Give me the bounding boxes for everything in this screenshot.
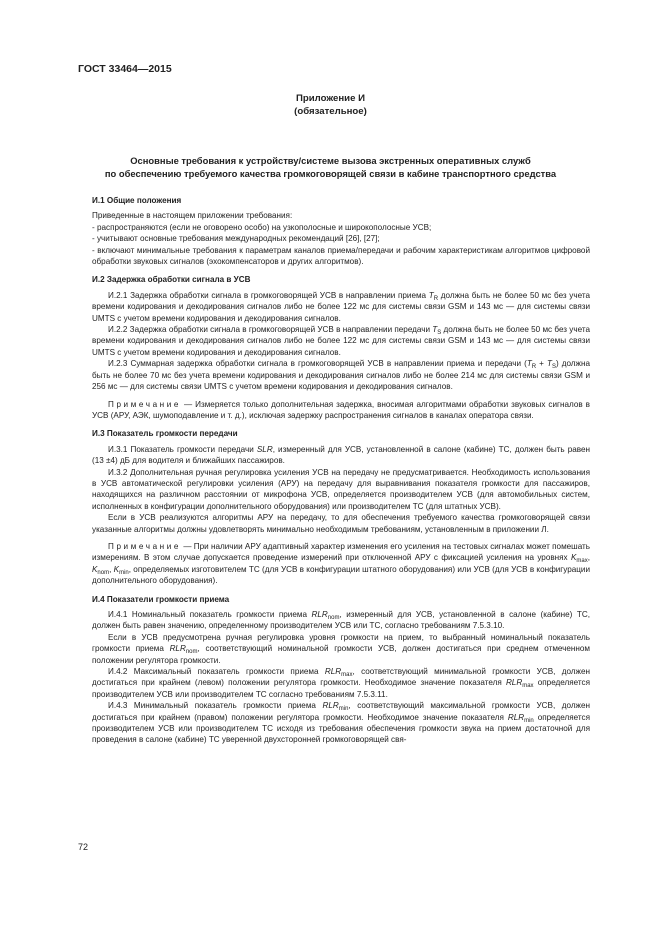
paragraph-2-2: И.2.2 Задержка обработки сигнала в громкоговорящей УСВ в направлении передачи $T_S$ должна быть не более 50 мс без учета времени кодирования и декодирования сигналов либо не более 122 мс для системы связи GSM и 143 мс — для системы связи UMTS с учетом времени кодирования и декодирования сигналов. xyxy=(92,325,590,357)
list-item: - включают минимальные требования к параметрам каналов приема/передачи и рабочим характеристикам алгоритмов цифровой обработки звуковых сигналов (эхокомпенсаторов и других алгоритмов). xyxy=(92,245,590,267)
paragraph-4-1: И.4.1 Номинальный показатель громкости приема $RLR_{nom}$, измеренный для УСВ, установленной в салоне (кабине) ТС, должен быть равен значению, определенному производителем УСВ или ТС, согласно требованиям 7.5.3.10. xyxy=(92,610,590,631)
paragraph-3-1: И.3.1 Показатель громкости передачи SLR, измеренный для УСВ, установленной в салоне (кабине) ТС, должен быть равен (13 ±4) дБ для водителя и ближайших пассажиров. xyxy=(92,444,590,466)
list-item: - распространяются (если не оговорено особо) на узкополосные и широкополосные УСВ; xyxy=(92,222,432,232)
section-heading-4: И.4 Показатели громкости приема xyxy=(92,594,230,604)
document-body xyxy=(92,195,590,746)
section-heading-3: И.3 Показатель громкости передачи xyxy=(92,429,238,439)
note-label: Примечание xyxy=(108,541,182,551)
list-item: - учитывают основные требования международных рекомендаций [26], [27]; xyxy=(92,234,380,244)
paragraph-2-1: И.2.1 Задержка обработки сигнала в громкоговорящей УСВ в направлении приема $T_R$ должна быть не более 50 мс без учета времени кодирования и декодирования сигналов либо не более 122 мс для системы связи GSM и 143 мс — для системы связи UMTS с учетом времени кодирования и декодирования сигналов. xyxy=(92,290,590,323)
document-title-line-2: по обеспечению требуемого качества громкоговорящей связи в кабине транспортного средства xyxy=(104,168,557,179)
section-heading-1: И.1 Общие положения xyxy=(92,196,182,205)
document-title xyxy=(70,154,591,180)
document-title-line-1: Основные требования к устройству/системе вызова экстренных оперативных служб xyxy=(130,155,531,166)
standard-header: ГОСТ 33464—2015 xyxy=(78,63,172,75)
note-3: Примечание — При наличии АРУ адаптивный характер изменения его усиления на тестовых сигналах может помешать измерениям. В этом случае допускается проведение измерений при отключенной АРУ с фиксацией усиления на уровнях $K_{max}$, $K_{nom}$, $K_{min}$, определяемых изготовителем ТС (для УСВ в конфигурации штатного оборудования) или УСВ (для УСВ в конфигурации дополнительного оборудования). xyxy=(92,541,591,586)
paragraph-4-1b: Если в УСВ предусмотрена ручная регулировка уровня громкости на прием, то выбранный номинальный показатель громкости приема $RLR_{nom}$, соответствующий номинальной громкости УСВ, должен достигаться при среднем отмеченном положении регулятора громкости. xyxy=(92,632,590,665)
paragraph-4-2: И.4.2 Максимальный показатель громкости приема $RLR_{max}$, соответствующий минимальной громкости УСВ, должен достигаться при крайнем (левом) положении регулятора громкости. Необходимое значение показателя $RLR_{max}$ определяется производителем УСВ или производителем ТС согласно требованиям 7.5.3.11. xyxy=(92,667,590,699)
appendix-title: Приложение И xyxy=(296,93,365,104)
section-heading-2: И.2 Задержка обработки сигнала в УСВ xyxy=(92,275,251,285)
page-number: 72 xyxy=(78,842,89,852)
note-label: Примечание xyxy=(108,399,182,409)
paragraph-3-3: Если в УСВ реализуются алгоритмы АРУ на передачу, то для обеспечения требуемого качества громкоговорящей связи указанные алгоритмы должны удовлетворять минимально необходимым требованиям, установленным в приложении Л. xyxy=(92,513,590,534)
paragraph-4-3: И.4.3 Минимальный показатель громкости приема $RLR_{min}$, соответствующий максимальной громкости УСВ, должен достигаться при крайнем (правом) положении регулятора громкости. Необходимое значение показателя $RLR_{min}$ определяется производителем УСВ или производителем ТС исходя из требования обеспечения громкости звука на прием достаточной для проведения в салоне (кабине) ТС уверенной двухсторонней громкоговорящей свя- xyxy=(92,701,590,745)
paragraph: Приведенные в настоящем приложении требования: xyxy=(92,211,293,221)
paragraph-3-2: И.3.2 Дополнительная ручная регулировка усиления УСВ на передачу не предусматривается. Необходимость использования в УСВ автоматической регулировки усиления (АРУ) на передачу для выравнивания показателя громкости для пассажиров, находящихся на различном расстоянии от микрофона УСВ, определяется производителем УСВ (для автомобильных систем, исполненных в конфигурации дополнительного оборудования) или производителем ТС (для штатных УСВ). xyxy=(92,467,590,511)
note-2: Примечание — Измеряется только дополнительная задержка, вносимая алгоритмами обработки звуковых сигналов в УСВ (АРУ, АЭК, шумоподавление и т. д.), исключая задержку распространения сигналов в каналах оператора связи. xyxy=(92,399,590,420)
paragraph-2-3: И.2.3 Суммарная задержка обработки сигнала в громкоговорящей УСВ в направлении приема и передачи $(T_R + T_S)$ должна быть не более 70 мс без учета времени кодирования и декодирования сигналов либо не более 214 мс для системы связи GSM и 256 мс — для системы связи UMTS с учетом времени кодирования и декодирования сигналов. xyxy=(92,359,590,392)
appendix-status: (обязательное) xyxy=(294,106,367,117)
